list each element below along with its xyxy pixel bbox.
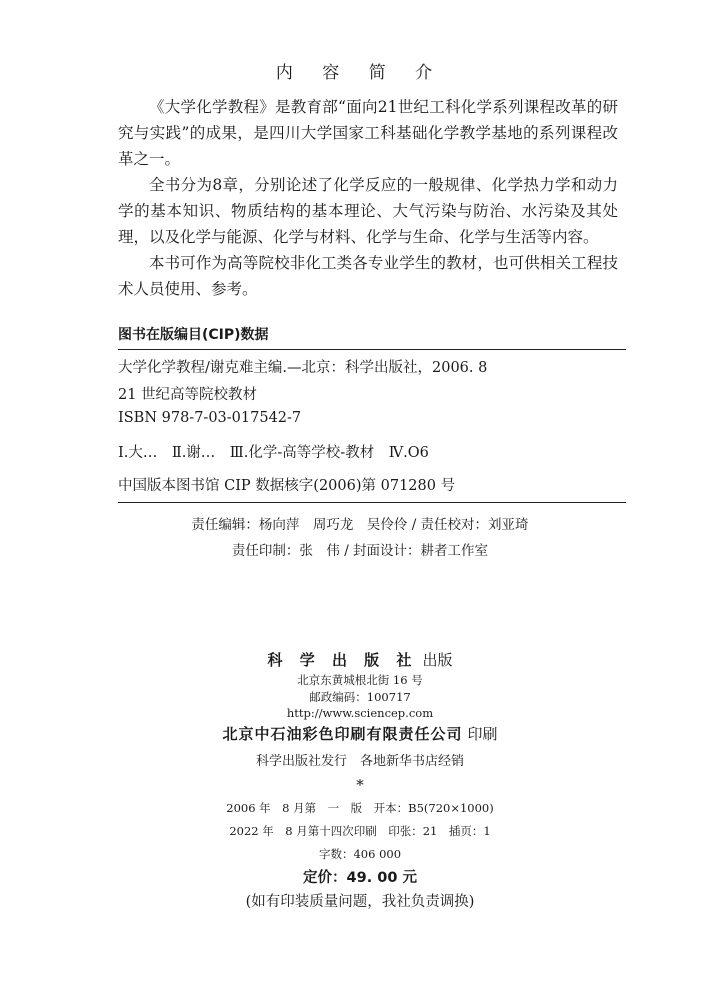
distribution-line: 科学出版社发行 各地新华书店经销	[255, 754, 464, 769]
editors-line-1: 责任编辑：杨向萍 周巧龙 吴伶伶 / 责任校对：刘亚琦	[191, 517, 529, 533]
publisher-suffix: 出版	[422, 651, 453, 669]
cip-line-2: 21 世纪高等院校教材	[118, 387, 258, 403]
cip-line-4: Ⅰ.大… Ⅱ.谢… Ⅲ.化学-高等学校-教材 Ⅳ.O6	[118, 445, 429, 461]
separator-star: *	[356, 776, 364, 794]
cip-line-5: 中国版本图书馆 CIP 数据核字(2006)第 071280 号	[118, 478, 456, 494]
cip-line-1: 大学化学教程/谢克难主编.—北京：科学出版社，2006. 8	[118, 360, 488, 376]
intro-paragraph-2: 全书分为8章，分别论述了化学反应的一般规律、化学热力学和动力学的基本知识、物质结构的基本理论、大气污染与防治、水污染及其处理，以及化学与能源、化学与材料、化学与生命、化学与生活等内容。	[118, 176, 618, 246]
cip-line-3: ISBN 978-7-03-017542-7	[118, 410, 302, 426]
editors-line-2: 责任印制：张 伟 / 封面设计：耕者工作室	[231, 543, 489, 559]
publisher-address: 北京东黄城根北街 16 号	[297, 673, 423, 687]
publisher-website: http://www.sciencep.com	[286, 706, 434, 720]
printer-name: 北京中石油彩色印刷有限责任公司	[222, 725, 463, 743]
intro-body	[118, 94, 618, 302]
intro-paragraph-3: 本书可作为高等院校非化工类各专业学生的教材，也可供相关工程技术人员使用、参考。	[118, 254, 618, 298]
printer-line	[0, 723, 720, 744]
cip-bottom-rule	[118, 502, 626, 503]
edition-line: 2006 年 8 月第 一 版 开本：B5(720×1000)	[226, 801, 494, 815]
publisher-postcode: 邮政编码：100717	[309, 690, 411, 704]
publisher-line	[0, 649, 720, 670]
price: 定价：49. 00 元	[303, 870, 417, 886]
word-count: 字数：406 000	[318, 847, 402, 861]
page-title: 内 容 简 介	[275, 63, 445, 83]
cip-heading: 图书在版编目(CIP)数据	[118, 327, 269, 343]
cip-top-rule	[118, 349, 626, 350]
printer-suffix: 印刷	[467, 725, 498, 743]
publisher-name: 科 学 出 版 社	[267, 651, 418, 669]
quality-notice: (如有印装质量问题，我社负责调换)	[245, 894, 475, 910]
intro-paragraph-1: 《大学化学教程》是教育部“面向21世纪工科化学系列课程改革的研究与实践”的成果，是四川大学国家工科基础化学教学基地的系列课程改革之一。	[118, 98, 618, 168]
printing-line: 2022 年 8 月第十四次印刷 印张：21 插页：1	[229, 824, 491, 838]
